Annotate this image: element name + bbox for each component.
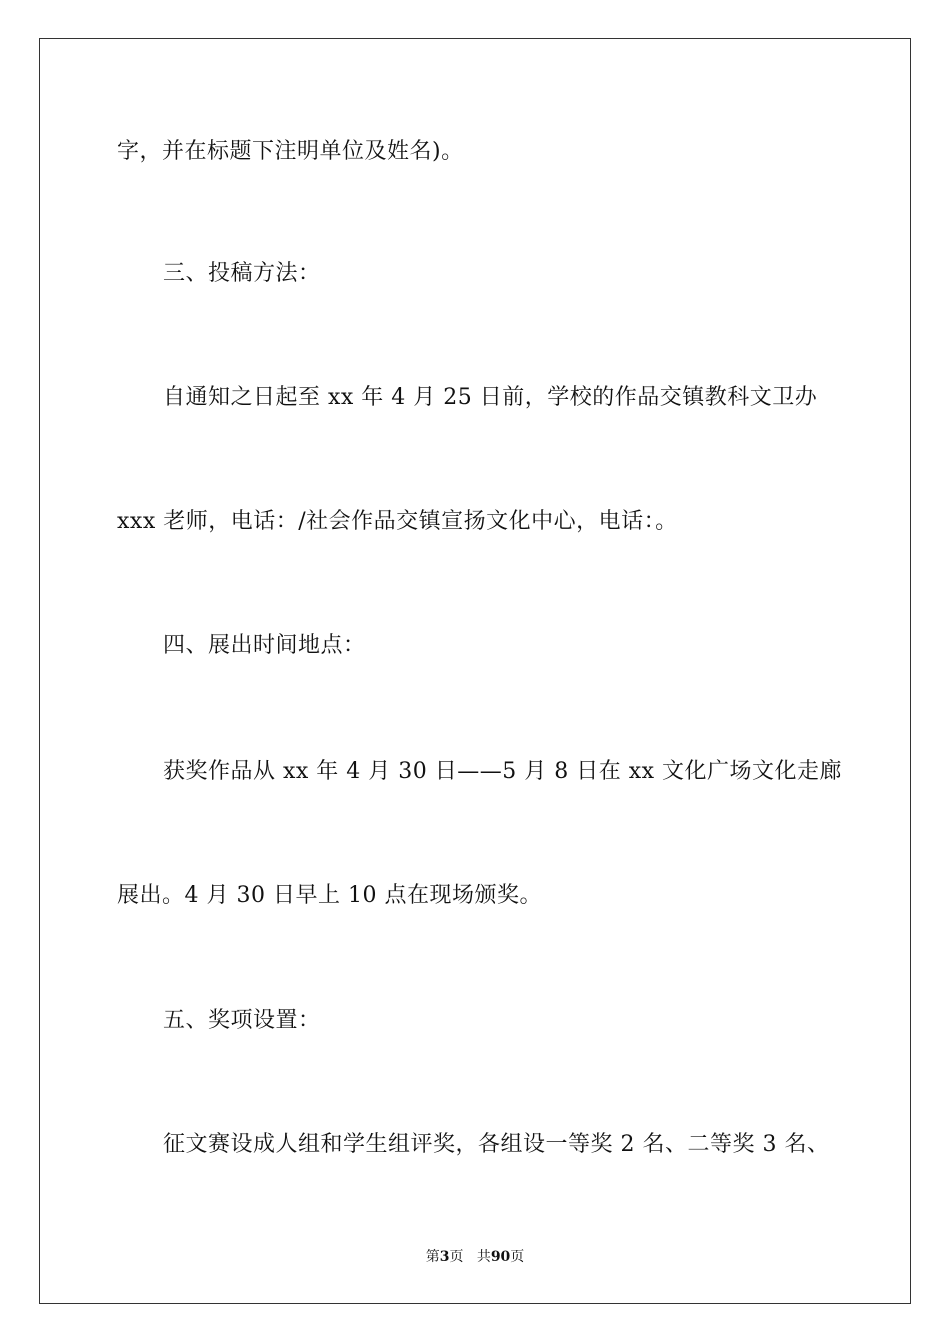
footer-page-number: 3 — [439, 1249, 450, 1265]
body-line-3: 自通知之日起至 xx 年 4 月 25 日前，学校的作品交镇教科文卫办 — [163, 385, 818, 410]
footer-total-pages: 90 — [490, 1249, 511, 1265]
section-heading-4: 四、展出时间地点： — [163, 633, 366, 658]
footer-page-suffix: 页 — [449, 1249, 464, 1265]
body-line-9: 征文赛设成人组和学生组评奖，各组设一等奖 2 名、二等奖 3 名、 — [163, 1132, 830, 1157]
body-line-4: xxx 老师，电话：/社会作品交镇宣扬文化中心，电话：。 — [117, 509, 678, 534]
body-line-7: 展出。4 月 30 日早上 10 点在现场颁奖。 — [117, 883, 542, 908]
body-line-6: 获奖作品从 xx 年 4 月 30 日——5 月 8 日在 xx 文化广场文化走廊 — [163, 759, 843, 784]
footer-total-prefix: 共 — [476, 1249, 491, 1265]
footer-total-suffix: 页 — [510, 1249, 525, 1265]
section-heading-3: 三、投稿方法： — [163, 261, 321, 286]
page-footer — [0, 1247, 950, 1267]
page-border — [39, 38, 911, 1304]
body-line-1: 字，并在标题下注明单位及姓名)。 — [117, 139, 464, 164]
footer-page-prefix: 第 — [425, 1249, 440, 1265]
section-heading-5: 五、奖项设置： — [163, 1008, 321, 1033]
